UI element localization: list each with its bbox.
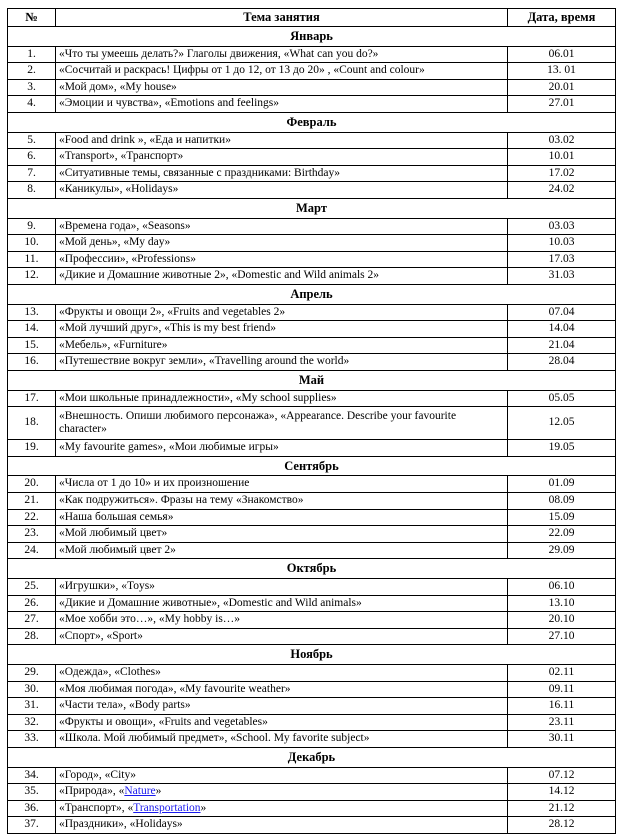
row-topic: «Сосчитай и раскрась! Цифры от 1 до 12, от 13 до 20» , «Count and colour» [56,63,508,80]
row-topic: «Фрукты и овощи 2», «Fruits and vegetables 2» [56,304,508,321]
row-number: 28. [8,628,56,645]
row-topic: «Мое хобби это…», «My hobby is…» [56,612,508,629]
row-date: 06.10 [508,578,616,595]
month-header-row [8,112,616,132]
month-label: Март [8,198,616,218]
row-date: 09.11 [508,681,616,698]
row-topic: «Мой любимый цвет 2» [56,542,508,559]
topic-hyperlink[interactable]: Nature [124,785,156,798]
row-topic: «Эмоции и чувства», «Emotions and feelings» [56,96,508,113]
table-row [8,681,616,698]
row-date: 27.10 [508,628,616,645]
table-row [8,698,616,715]
table-row [8,542,616,559]
row-date: 28.12 [508,817,616,834]
month-label: Сентябрь [8,456,616,476]
row-topic: «My favourite games», «Мои любимые игры» [56,440,508,457]
row-date: 07.12 [508,767,616,784]
row-topic: «Мой дом», «My house» [56,79,508,96]
row-date: 05.05 [508,390,616,407]
row-topic: «Путешествие вокруг земли», «Travelling around the world» [56,354,508,371]
table-row [8,182,616,199]
row-number: 25. [8,578,56,595]
row-date: 21.12 [508,800,616,817]
table-row [8,235,616,252]
row-date: 20.01 [508,79,616,96]
row-topic: «Части тела», «Body parts» [56,698,508,715]
month-label: Декабрь [8,747,616,767]
row-number: 9. [8,218,56,235]
row-topic: «Ситуативные темы, связанные с праздниками: Birthday» [56,165,508,182]
row-topic: «Мой любимый цвет» [56,526,508,543]
table-row [8,440,616,457]
row-date: 03.03 [508,218,616,235]
row-date: 27.01 [508,96,616,113]
row-number: 12. [8,268,56,285]
row-number: 13. [8,304,56,321]
row-topic: «Школа. Мой любимый предмет», «School. My favorite subject» [56,731,508,748]
row-topic: «Мебель», «Furniture» [56,337,508,354]
row-date: 13. 01 [508,63,616,80]
row-topic: «Дикие и Домашние животные», «Domestic and Wild animals» [56,595,508,612]
row-topic: «Фрукты и овощи», «Fruits and vegetables» [56,714,508,731]
row-date: 20.10 [508,612,616,629]
row-date: 23.11 [508,714,616,731]
topic-hyperlink[interactable]: Transportation [133,801,201,814]
table-row [8,784,616,801]
row-date: 16.11 [508,698,616,715]
row-number: 11. [8,251,56,268]
table-row [8,767,616,784]
row-topic: «Моя любимая погода», «My favourite weather» [56,681,508,698]
row-date: 24.02 [508,182,616,199]
row-topic: «Transport», «Транспорт» [56,149,508,166]
row-number: 17. [8,390,56,407]
table-row [8,132,616,149]
row-date: 21.04 [508,337,616,354]
row-date: 01.09 [508,476,616,493]
month-label: Апрель [8,284,616,304]
table-header-row [8,9,616,27]
row-date: 10.01 [508,149,616,166]
column-header-number: № [8,9,56,27]
table-row [8,149,616,166]
row-number: 19. [8,440,56,457]
row-number: 8. [8,182,56,199]
row-date: 28.04 [508,354,616,371]
table-row [8,407,616,440]
row-number: 1. [8,46,56,63]
row-topic: «Числа от 1 до 10» и их произношение [56,476,508,493]
row-topic: «Праздники», «Holidays» [56,817,508,834]
table-row [8,354,616,371]
row-number: 36. [8,800,56,817]
row-date: 06.01 [508,46,616,63]
row-topic: «Мои школьные принадлежности», «My school supplies» [56,390,508,407]
row-topic: «Времена года», «Seasons» [56,218,508,235]
row-topic: «Игрушки», «Toys» [56,578,508,595]
month-label: Ноябрь [8,645,616,665]
row-number: 35. [8,784,56,801]
row-number: 33. [8,731,56,748]
month-header-row [8,284,616,304]
table-row [8,251,616,268]
row-number: 26. [8,595,56,612]
table-row [8,492,616,509]
row-topic: «Город», «City» [56,767,508,784]
table-row [8,268,616,285]
table-row [8,390,616,407]
table-row [8,526,616,543]
month-label: Февраль [8,112,616,132]
month-header-row [8,747,616,767]
table-row [8,714,616,731]
table-row [8,800,616,817]
column-header-date: Дата, время [508,9,616,27]
row-date: 29.09 [508,542,616,559]
row-topic: «Транспорт», «Transportation» [56,800,508,817]
table-row [8,337,616,354]
row-number: 21. [8,492,56,509]
row-topic: «Что ты умеешь делать?» Глаголы движения, «What can you do?» [56,46,508,63]
month-header-row [8,559,616,579]
table-row [8,612,616,629]
row-number: 37. [8,817,56,834]
month-header-row [8,645,616,665]
row-topic: «Профессии», «Professions» [56,251,508,268]
row-topic: «Внешность. Опиши любимого персонажа», «Appearance. Describe your favourite character» [56,407,508,440]
row-number: 20. [8,476,56,493]
table-row [8,817,616,834]
month-label: Октябрь [8,559,616,579]
table-row [8,79,616,96]
row-number: 14. [8,321,56,338]
month-header-row [8,26,616,46]
row-number: 34. [8,767,56,784]
table-row [8,165,616,182]
table-header [8,9,616,27]
row-number: 18. [8,407,56,440]
row-date: 08.09 [508,492,616,509]
row-topic: «Как подружиться». Фразы на тему «Знакомство» [56,492,508,509]
row-topic: «Наша большая семья» [56,509,508,526]
row-number: 24. [8,542,56,559]
lesson-schedule-table [7,8,616,834]
row-topic: «Спорт», «Sport» [56,628,508,645]
row-number: 6. [8,149,56,166]
row-number: 22. [8,509,56,526]
table-row [8,46,616,63]
row-topic: «Каникулы», «Holidays» [56,182,508,199]
column-header-topic: Тема занятия [56,9,508,27]
table-row [8,63,616,80]
row-topic: «Одежда», «Clothes» [56,664,508,681]
row-date: 17.03 [508,251,616,268]
row-date: 31.03 [508,268,616,285]
row-date: 02.11 [508,664,616,681]
table-row [8,595,616,612]
row-number: 10. [8,235,56,252]
row-number: 29. [8,664,56,681]
table-row [8,731,616,748]
row-number: 27. [8,612,56,629]
row-date: 14.04 [508,321,616,338]
table-row [8,218,616,235]
row-number: 5. [8,132,56,149]
month-header-row [8,198,616,218]
row-date: 14.12 [508,784,616,801]
row-number: 15. [8,337,56,354]
row-number: 31. [8,698,56,715]
row-date: 10.03 [508,235,616,252]
row-topic: «Дикие и Домашние животные 2», «Domestic and Wild animals 2» [56,268,508,285]
month-label: Январь [8,26,616,46]
table-row [8,321,616,338]
month-header-row [8,456,616,476]
row-number: 7. [8,165,56,182]
row-date: 22.09 [508,526,616,543]
row-topic: «Мой день», «My day» [56,235,508,252]
table-row [8,628,616,645]
table-body [8,26,616,833]
row-number: 2. [8,63,56,80]
row-topic: «Food and drink », «Еда и напитки» [56,132,508,149]
table-row [8,476,616,493]
table-row [8,96,616,113]
row-topic: «Природа», «Nature» [56,784,508,801]
row-date: 07.04 [508,304,616,321]
row-date: 13.10 [508,595,616,612]
row-date: 15.09 [508,509,616,526]
row-date: 12.05 [508,407,616,440]
month-header-row [8,370,616,390]
row-date: 17.02 [508,165,616,182]
row-number: 4. [8,96,56,113]
row-number: 32. [8,714,56,731]
table-row [8,664,616,681]
row-number: 16. [8,354,56,371]
row-date: 19.05 [508,440,616,457]
table-row [8,509,616,526]
row-date: 30.11 [508,731,616,748]
row-number: 23. [8,526,56,543]
month-label: Май [8,370,616,390]
row-number: 30. [8,681,56,698]
row-date: 03.02 [508,132,616,149]
table-row [8,578,616,595]
row-topic: «Мой лучший друг», «This is my best friend» [56,321,508,338]
row-number: 3. [8,79,56,96]
table-row [8,304,616,321]
